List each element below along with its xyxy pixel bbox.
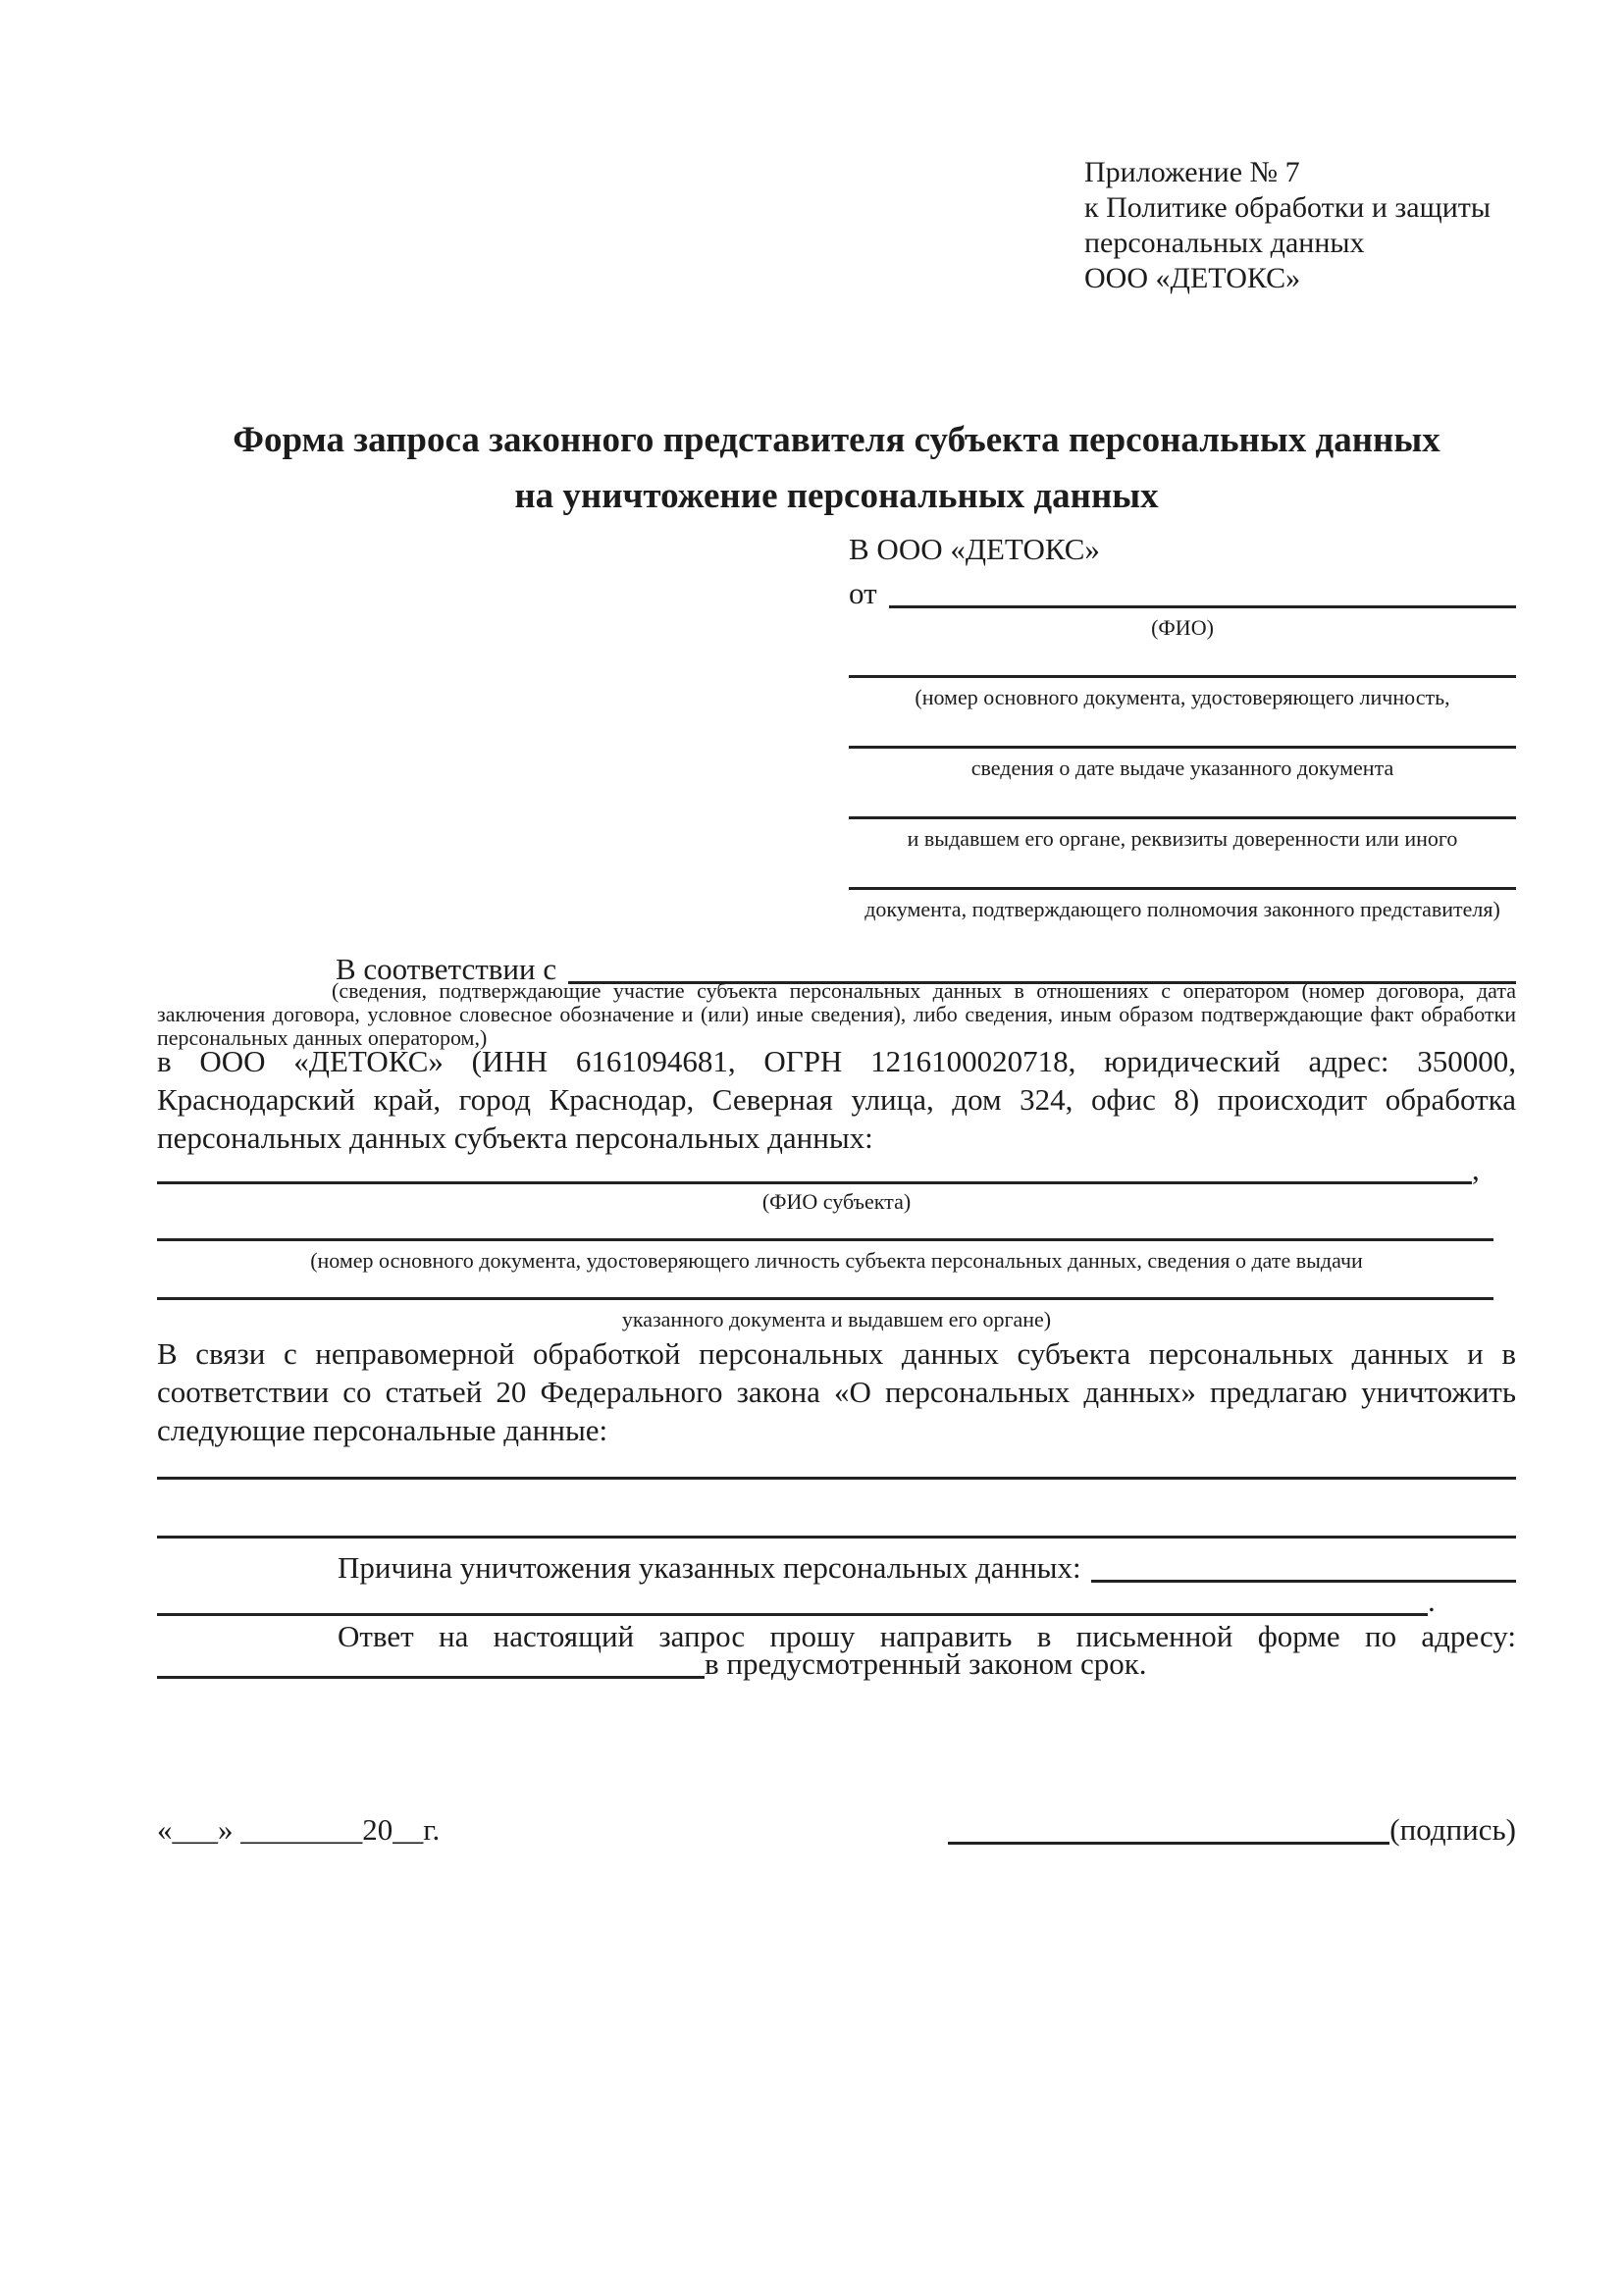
request-paragraph: В связи с неправомерной обработкой персональных данных субъекта персональных данных и в соответствии со статьей 20 Федерального закона «О персональных данных» предлагаю уничтожить следующие персональные данные:	[157, 1336, 1516, 1447]
fio-subject-caption: (ФИО субъекта)	[761, 1189, 912, 1214]
subject-doc-blank-line-2	[157, 1297, 1493, 1300]
footer-row	[157, 1810, 1516, 1849]
operator-paragraph: в ООО «ДЕТОКС» (ИНН 6161094681, ОГРН 1216100020718, юридический адрес: 350000, Краснодарский край, город Краснодар, Северная улица, дом 324, офис 8) происходит обработка персональных данных субъекта персональных данных:	[157, 1044, 1516, 1155]
document-title	[157, 412, 1516, 524]
subject-doc-blank-line-1	[157, 1238, 1493, 1241]
term-row	[157, 1644, 1516, 1683]
reason-continuation-row	[157, 1582, 1516, 1620]
annex-line-1: Приложение № 7	[1084, 156, 1300, 188]
reason-label: Причина уничтожения указанных персональных данных:	[338, 1550, 1081, 1585]
signature-caption: (подпись)	[1389, 1812, 1516, 1847]
title-line-2: на уничтожение персональных данных	[514, 476, 1159, 516]
from-label: от	[849, 576, 877, 610]
trailing-period: .	[1428, 1584, 1436, 1618]
in-accordance-label: В соответствии с	[336, 952, 557, 986]
address-blank-line	[157, 1675, 705, 1679]
data-blank-line-1	[157, 1477, 1516, 1480]
term-text: в предусмотренный законом срок.	[705, 1646, 1147, 1681]
addressee-caption-3: и выдавшем его органе, реквизиты доверенности или иного	[907, 826, 1458, 851]
fine-print-paragraph: (сведения, подтверждающие участие субъекта персональных данных в отношениях с оператором (номер договора, дата заключения договора, условное словесное обозначение и (или) иные сведения), либо сведения, иным образом подтверждающие факт обработки персональных данных оператором,)	[157, 978, 1516, 1050]
title-line-1: Форма запроса законного представителя субъекта персональных данных	[233, 420, 1440, 460]
addressee-blank-line-1	[849, 675, 1516, 678]
trailing-comma: ,	[1472, 1152, 1480, 1186]
data-blank-line-2	[157, 1536, 1516, 1539]
addressee-caption-1: (номер основного документа, удостоверяющего личность,	[915, 685, 1450, 709]
addressee-caption-2: сведения о дате выдаче указанного документа	[970, 756, 1394, 780]
fio-caption: (ФИО)	[1151, 615, 1214, 640]
addressee-blank-line-3	[849, 816, 1516, 819]
addressee-blank-line-4	[849, 887, 1516, 890]
date-blank: «___» ________20__г.	[157, 1812, 441, 1847]
subject-doc-caption-1: (номер основного документа, удостоверяющего личность субъекта персональных данных, сведения о дате выдачи	[310, 1248, 1363, 1273]
signature-blank-line	[948, 1841, 1389, 1845]
signature-group	[948, 1810, 1516, 1849]
addressee-from-row	[849, 574, 1516, 612]
addressee-caption-4: документа, подтверждающего полномочия законного представителя)	[864, 897, 1500, 921]
annex-header	[1084, 155, 1536, 296]
fio-subject-blank-line	[157, 1180, 1472, 1184]
annex-line-2: к Политике обработки и защиты	[1084, 191, 1492, 224]
reason-continuation-blank-line	[157, 1612, 1428, 1616]
annex-line-3: персональных данных	[1084, 227, 1365, 259]
annex-line-4: ООО «ДЕТОКС»	[1084, 262, 1301, 294]
fio-subject-blank-row	[157, 1150, 1516, 1188]
addressee-org: В ООО «ДЕТОКС»	[849, 532, 1100, 566]
addressee-blank-line-2	[849, 746, 1516, 749]
answer-line: Ответ на настоящий запрос прошу направить в письменной форме по адресу:	[338, 1619, 1516, 1653]
subject-doc-caption-2: указанного документа и выдавшем его органе)	[621, 1307, 1052, 1331]
from-name-blank-line	[889, 604, 1516, 608]
